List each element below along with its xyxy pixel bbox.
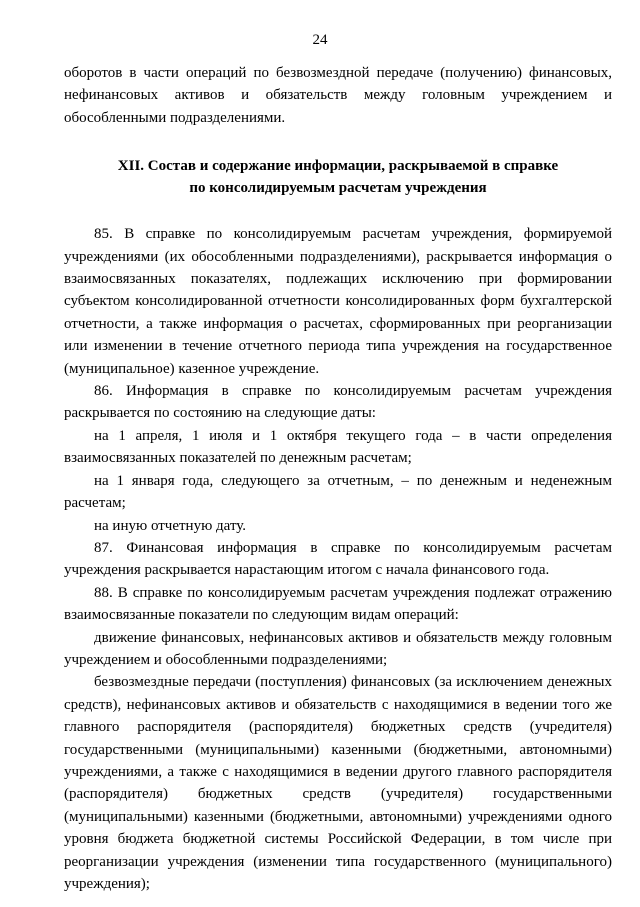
paragraph-88: 88. В справке по консолидируемым расчетам учреждения подлежат отражению взаимосвязанные показатели по следующим видам операций: (64, 584, 612, 624)
paragraph-86-item-3: на иную отчетную дату. (94, 517, 247, 534)
paragraph-87: 87. Финансовая информация в справке по консолидируемым расчетам учреждения раскрывается нарастающим итогом с начала финансового года. (64, 539, 612, 579)
paragraph-88-item-1: движение финансовых, нефинансовых активов и обязательств между головным учреждением и обособленными подразделениями; (64, 629, 612, 668)
document-body (64, 62, 612, 895)
section-title-line2: по консолидируемым расчетам учреждения (189, 180, 487, 197)
paragraph-86-item-1: на 1 апреля, 1 июля и 1 октября текущего года – в части определения взаимосвязанных показателей по денежным расчетам; (64, 427, 612, 467)
paragraph-86-item-2: на 1 января года, следующего за отчетным, – по денежным и неденежным расчетам; (64, 472, 612, 512)
page-number: 24 (312, 32, 328, 48)
paragraph-85: 85. В справке по консолидируемым расчетам учреждения, формируемой учреждениями (их обособленными подразделениями), раскрывается информация о взаимосвязанных показателях, подлежащих исключению при формировании субъектом консолидированной отчетности консолидированных форм бухгалтерской отчетности, а также информация о расчетах, сформированных при реорганизации или изменении в течение отчетного периода типа учреждения на государственное (муниципальное) казенное учреждение. (64, 226, 612, 377)
section-title-line1: XII. Состав и содержание информации, раскрываемой в справке (117, 158, 559, 175)
paragraph-88-item-2: безвозмездные передачи (поступления) финансовых (за исключением денежных средств), нефинансовых активов и обязательств с находящимися в ведении того же главного распорядителя (распорядителя) бюджетных средств (учредителя) государственными (муниципальными) казенными (бюджетными, автономными) учреждениями, а также с находящимися в ведении другого главного распорядителя (распорядителя) бюджетных средств (учредителя) государственными (муниципальными) казенными (бюджетными, автономными) учреждениями одного уровня бюджета бюджетной системы Российской Федерации, в том числе при реорганизации учреждения (изменении типа государственного (муниципального) учреждения); (64, 674, 612, 892)
paragraph-86: 86. Информация в справке по консолидируемым расчетам учреждения раскрывается по состоянию на следующие даты: (64, 383, 612, 422)
intro-paragraph: оборотов в части операций по безвозмездной передаче (получению) финансовых, нефинансовых активов и обязательств между головным учреждением и обособленными подразделениями. (64, 65, 612, 126)
section-heading (64, 155, 612, 199)
